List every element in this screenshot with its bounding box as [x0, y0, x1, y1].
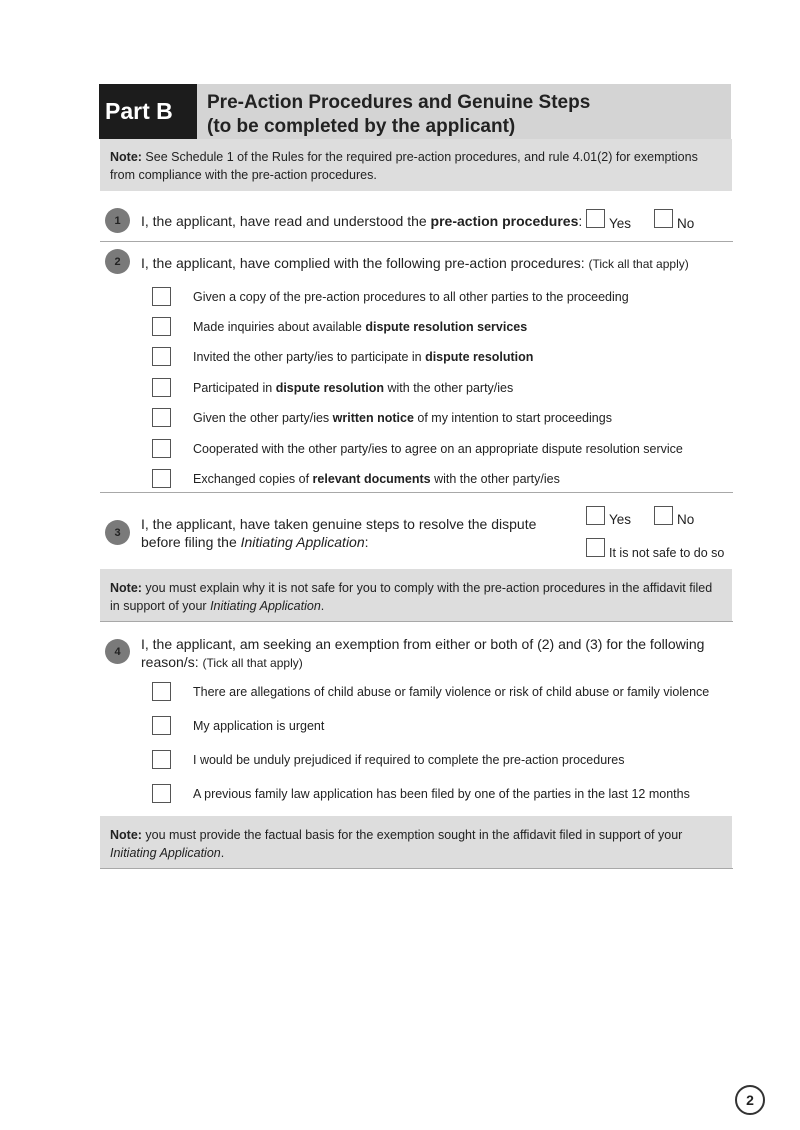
divider [100, 241, 733, 242]
part-label-text: Part B [105, 98, 173, 124]
q2-item-label: Exchanged copies of relevant documents with the other party/ies [193, 472, 560, 486]
q2-item-checkbox[interactable] [152, 469, 171, 488]
q2-item-label: Cooperated with the other party/ies to agree on an appropriate dispute resolution service [193, 442, 683, 456]
q1-no-label: No [677, 216, 695, 231]
q3-yes-label: Yes [609, 512, 632, 527]
section-title-line1: Pre-Action Procedures and Genuine Steps [207, 92, 591, 113]
note-bottom-text: you must provide the factual basis for the exemption sought in the affidavit filed in support of your [141, 828, 683, 842]
section-title-line2: (to be completed by the applicant) [207, 116, 516, 137]
q4-item-label: My application is urgent [193, 719, 325, 733]
q2-item-label: Invited the other party/ies to participate in dispute resolution [193, 350, 534, 364]
q2-item-checkbox[interactable] [152, 317, 171, 336]
q1-no-checkbox[interactable] [654, 209, 673, 228]
q2-item-label: Given a copy of the pre-action procedures to all other parties to the proceeding [193, 290, 629, 304]
note-bottom-prefix: Note: [110, 828, 142, 842]
divider [100, 621, 733, 622]
q1-yes-label: Yes [609, 216, 632, 231]
q4-text-line1: I, the applicant, am seeking an exemption from either or both of (2) and (3) for the following [141, 636, 705, 652]
q4-text [141, 635, 704, 672]
section-title [197, 84, 731, 139]
note-mid-italic: Initiating Application [210, 599, 321, 613]
question-number-2: 2 [105, 249, 130, 274]
q4-item-label: A previous family law application has been filed by one of the parties in the last 12 months [193, 787, 690, 801]
q3-text [141, 515, 536, 551]
q2-item-label: Given the other party/ies written notice of my intention to start proceedings [193, 411, 612, 425]
q2-item-label: Made inquiries about available dispute resolution services [193, 320, 528, 334]
note-bottom-italic: Initiating Application [110, 846, 221, 860]
q1-yes-checkbox[interactable] [586, 209, 605, 228]
q4-text-line2: reason/s: (Tick all that apply) [141, 654, 303, 670]
q3-no-label: No [677, 512, 695, 527]
divider [100, 492, 733, 493]
note-bottom: Note: you must provide the factual basis for the exemption sought in the affidavit filed in support of your Initiating Application. [100, 816, 732, 868]
divider [100, 868, 733, 869]
page-number: 2 [735, 1085, 765, 1115]
note-top-text: See Schedule 1 of the Rules for the required pre-action procedures, and rule 4.01(2) for exemptions from compliance with the pre-action procedures. [110, 150, 698, 182]
question-number-3: 3 [105, 520, 130, 545]
q4-item-checkbox[interactable] [152, 784, 171, 803]
q2-item-checkbox[interactable] [152, 408, 171, 427]
q4-item-label: I would be unduly prejudiced if required to complete the pre-action procedures [193, 753, 625, 767]
q3-yes-checkbox[interactable] [586, 506, 605, 525]
q3-text-line2: before filing the Initiating Application: [141, 534, 369, 550]
q1-text: I, the applicant, have read and understood the pre-action procedures: [141, 213, 583, 229]
note-top [100, 139, 732, 191]
note-mid-prefix: Note: [110, 581, 142, 595]
q2-item-checkbox[interactable] [152, 378, 171, 397]
question-number-1: 1 [105, 208, 130, 233]
q4-item-checkbox[interactable] [152, 716, 171, 735]
q2-item-checkbox[interactable] [152, 439, 171, 458]
q4-item-label: There are allegations of child abuse or family violence or risk of child abuse or family violence [193, 685, 710, 699]
note-top-prefix: Note: [110, 150, 142, 164]
q2-item-checkbox[interactable] [152, 287, 171, 306]
note-mid: Note: you must explain why it is not safe for you to comply with the pre-action procedures in the affidavit filed in support of your Initiating Application. [100, 569, 732, 621]
q4-item-checkbox[interactable] [152, 750, 171, 769]
part-label [99, 84, 197, 139]
question-number-4: 4 [105, 639, 130, 664]
q3-no-checkbox[interactable] [654, 506, 673, 525]
q3-not-safe-checkbox[interactable] [586, 538, 605, 557]
q2-item-label: Participated in dispute resolution with the other party/ies [193, 381, 514, 395]
q4-item-checkbox[interactable] [152, 682, 171, 701]
q3-text-line1: I, the applicant, have taken genuine steps to resolve the dispute [141, 516, 537, 532]
note-mid-text: you must explain why it is not safe for you to comply with the pre-action procedures in the affidavit filed in support of your [110, 581, 713, 613]
q2-item-checkbox[interactable] [152, 347, 171, 366]
q3-not-safe-label: It is not safe to do so [609, 546, 725, 560]
q2-text: I, the applicant, have complied with the following pre-action procedures: (Tick all that apply) [141, 255, 689, 271]
